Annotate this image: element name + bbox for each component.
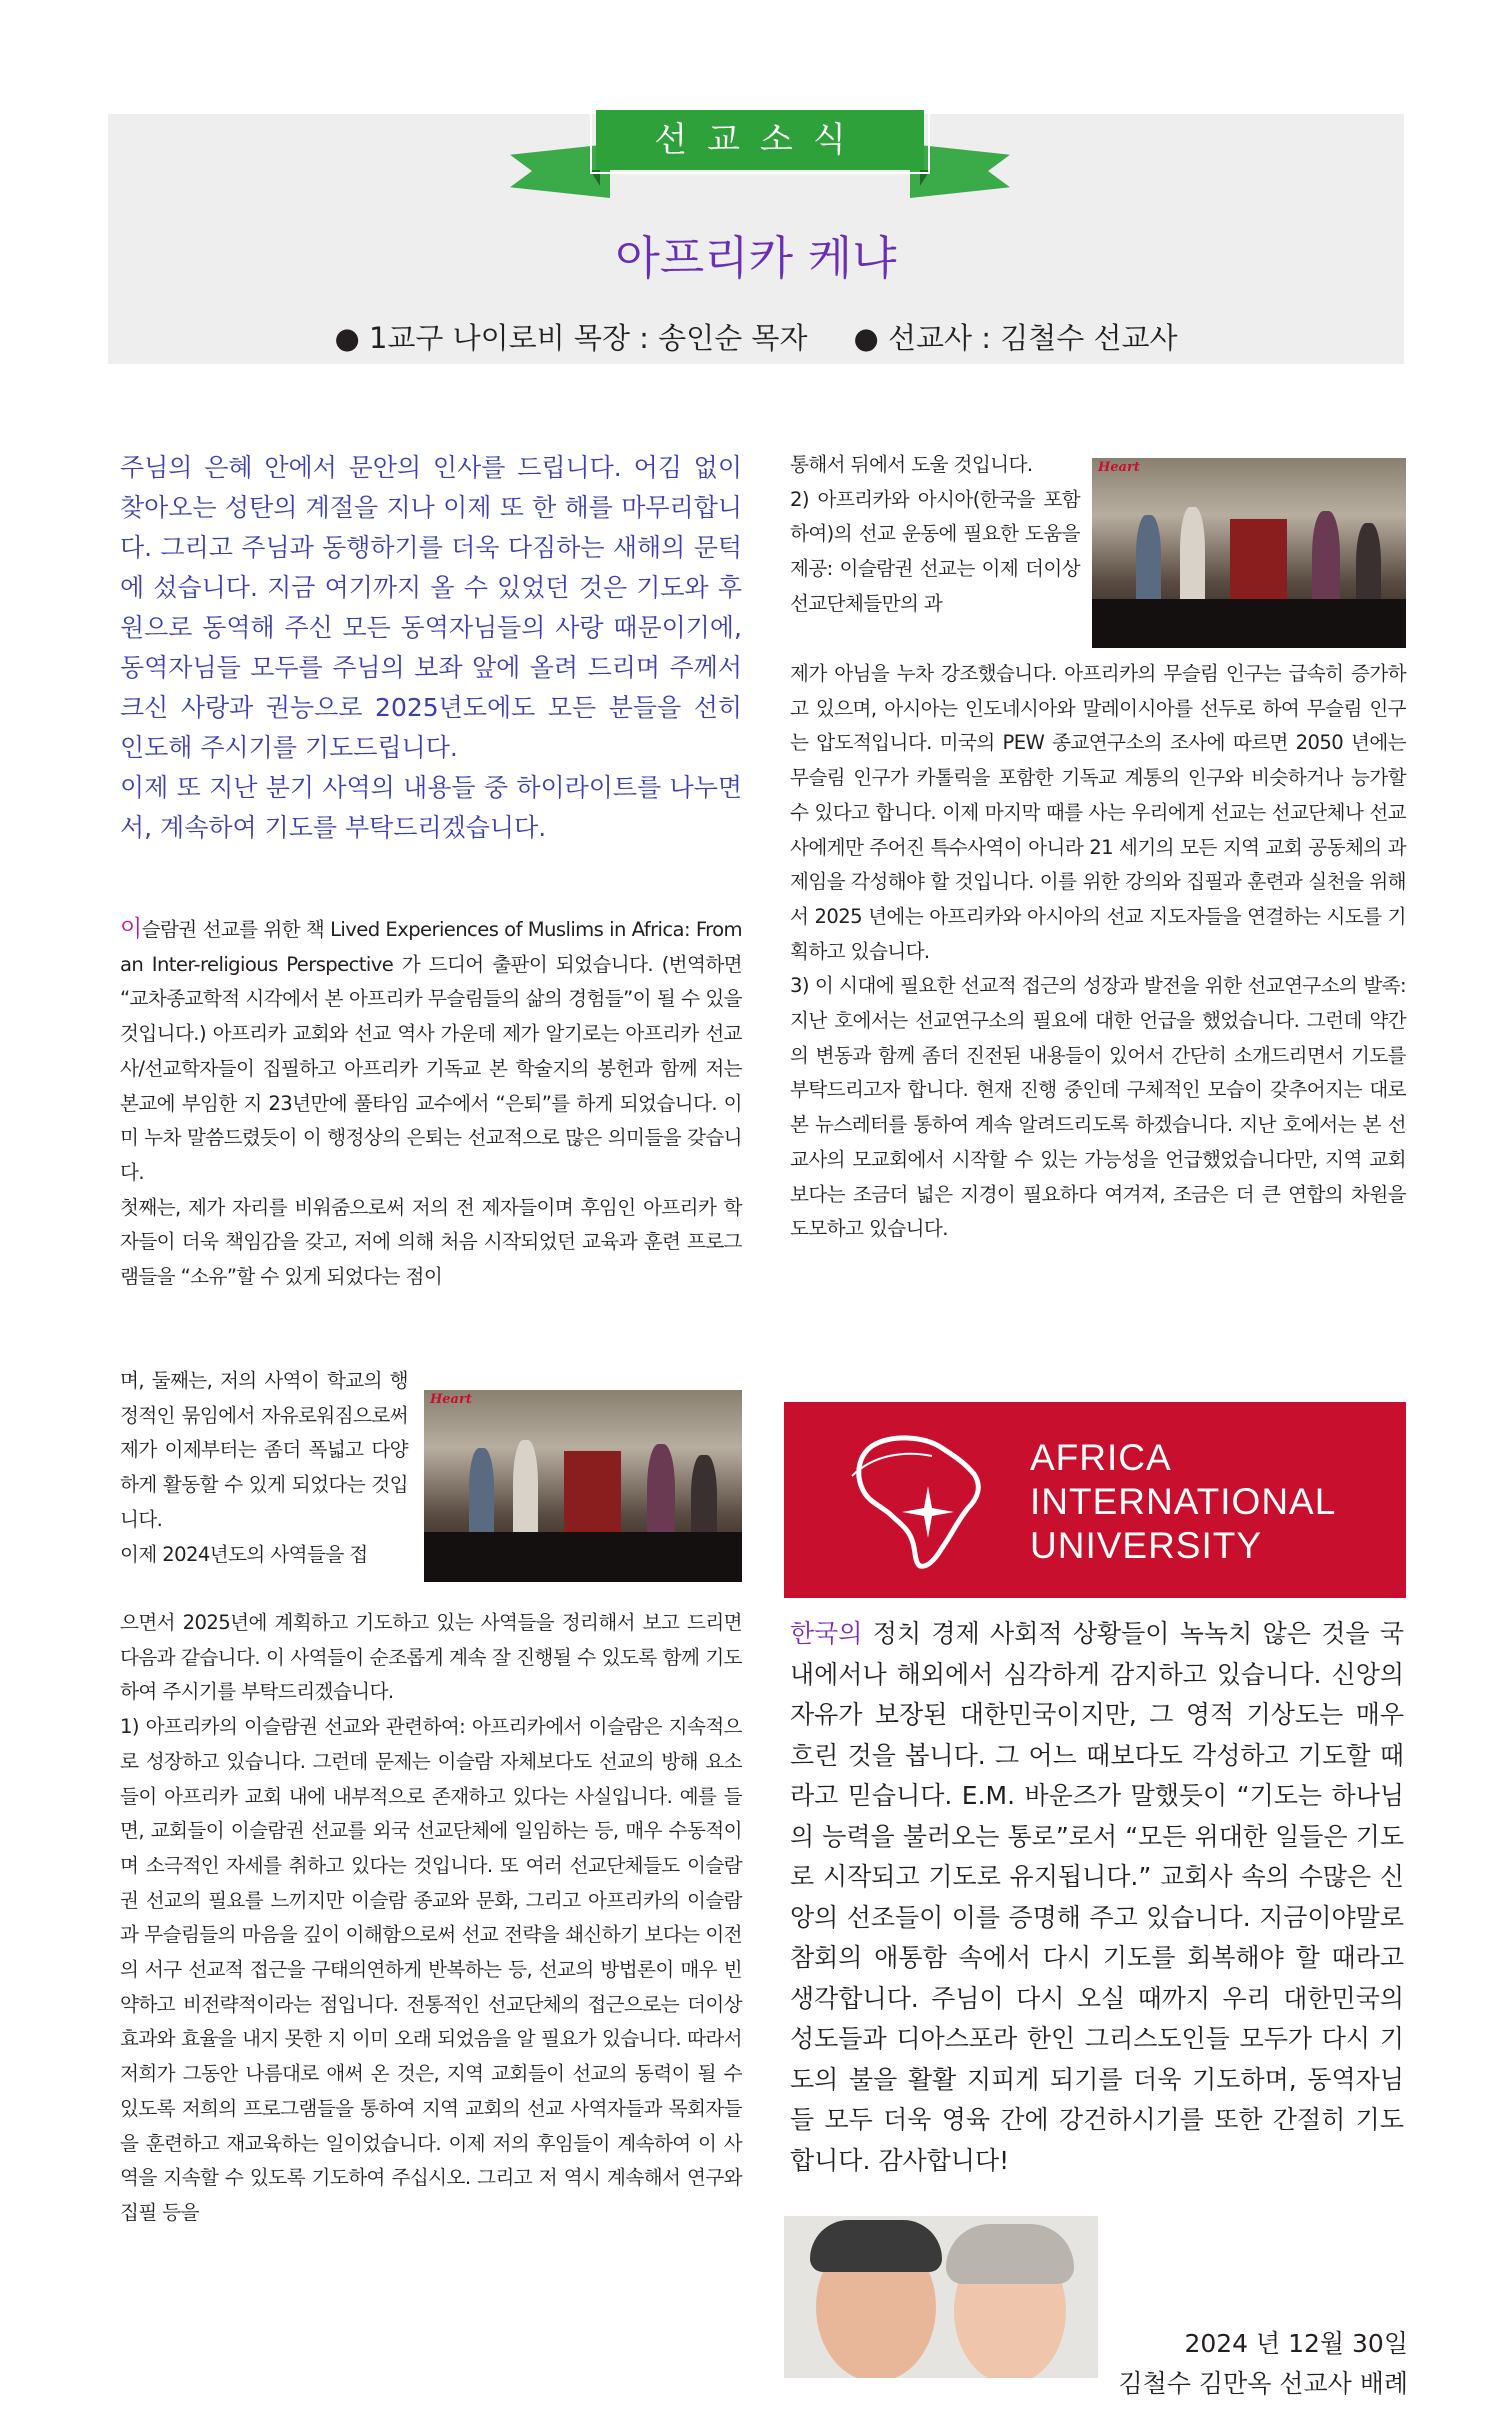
intro-paragraph: 이제 또 지난 분기 사역의 내용들 중 하이라이트를 나누면서, 계속하여 기도를 부탁드리겠습니다. (120, 773, 742, 842)
photo-banner-text: Heart (430, 1392, 472, 1407)
letter-signature: 김철수 김만옥 선교사 배례 (1118, 2369, 1408, 2398)
drop-cap: 이 (120, 916, 142, 942)
closing-lead: 한국의 (790, 1619, 863, 1648)
body-paragraph: 으면서 2025년에 계획하고 기도하고 있는 사역들을 정리해서 보고 드리면 다음과 같습니다. 이 사역들이 순조롭게 계속 잘 진행될 수 있도록 함께 기도하여 주시기를 부탁드리겠습니다. (120, 1611, 742, 1704)
page-title: 아프리카 케냐 (615, 231, 897, 285)
body-paragraph: 제가 아님을 누차 강조했습니다. 아프리카의 무슬림 인구는 급속히 증가하고 있으며, 아시아는 인도네시아와 말레이시아를 선두로 하여 무슬림 인구는 압도적입니다. 미국의 PEW 종교연구소의 조사에 따르면 2050 년에는 무슬림 인구가 카톨릭을 포함한 기독교 계통의 인구와 비슷하거나 능가할 수 있다고 합니다. 이제 마지막 때를 사는 우리에게 선교는 선교단체나 선교사에게만 주어진 특수사역이 아니라 21 세기의 모든 지역 교회 공동체의 과제임을 각성해야 할 것입니다. 이를 위한 강의와 집필과 훈련과 실천을 위해서 2025 년에는 아프리카와 아시아의 선교 지도자들을 연결하는 시도를 기획하고 있습니다. (790, 662, 1406, 963)
signature (1119, 2324, 1409, 2404)
letter-date: 2024 년 12월 30일 (1184, 2329, 1408, 2358)
author-missionary: ● 선교사 : 김철수 선교사 (853, 321, 1178, 355)
closing-text (790, 1614, 1404, 2181)
body-paragraph: 첫째는, 제가 자리를 비워줌으로써 저의 전 제자들이며 후임인 아프리카 학자들이 더욱 책임감을 갖고, 저에 의해 처음 시작되었던 교육과 훈련 프로그램들을 “소유”할 수 있게 되었다는 점이 (120, 1195, 742, 1289)
body-paragraph: 3) 이 시대에 필요한 선교적 접근의 성장과 발전을 위한 선교연구소의 발족: 지난 호에서는 선교연구소의 필요에 대한 언급을 했었습니다. 그런데 약간의 변동과 함께 좀더 진전된 내용들이 있어서 간단히 소개드리면서 기도를 부탁드리고자 합니다. 현재 진행 중인데 구체적인 모습이 갖추어지는 대로 본 뉴스레터를 통하여 계속 알려드리도록 하겠습니다. 지난 호에서는 본 선교사의 모교회에서 시작할 수 있는 가능성을 언급했었습니다만, 지역 교회보다는 조금더 넓은 지경이 필요하다 여겨져, 조금은 더 큰 연합의 차원을 도모하고 있습니다. (790, 974, 1406, 1241)
intro-paragraph: 주님의 은혜 안에서 문안의 인사를 드립니다. 어김 없이 찾아오는 성탄의 계절을 지나 이제 또 한 해를 마무리합니다. 그리고 주님과 동행하기를 더욱 다짐하는 새해의 문턱에 섰습니다. 지금 여기까지 올 수 있었던 것은 기도와 후원으로 동역해 주신 모든 동역자님들의 사랑 때문이기에, 동역자님들 모두를 주님의 보좌 앞에 올려 드리며 주께서 크신 사랑과 권능으로 2025년도에도 모든 분들을 선히 인도해 주시기를 기도드립니다. (120, 453, 742, 762)
right-column-main (790, 657, 1406, 1247)
ceremony-photo-right (1092, 458, 1406, 648)
body-paragraph: 이슬람권 선교를 위한 책 Lived Experiences of Muslims in Africa: From an Inter-religious Perspective 가 드디어 출판이 되었습니다. (번역하면 “교차종교학적 시각에서 본 아프리카 무슬림들의 삶의 경험들”이 될 수 있을 것입니다.) 아프리카 교회와 선교 역사 가운데 제가 알기로는 아프리카 선교사/선교학자들이 집필하고 아프리카 기독교 본 학술지의 봉헌과 함께 저는 본교에 부임한 지 23년만에 풀타임 교수에서 “은퇴”를 하게 되었습니다. 이미 누차 말씀드렸듯이 이 행정상의 은퇴는 선교적으로 많은 의미들을 갖습니다. (120, 916, 742, 1184)
section-ribbon (510, 106, 1010, 198)
africa-map-icon (832, 1416, 1002, 1586)
body-paragraph: 통해서 뒤에서 도울 것입니다. (790, 453, 1033, 476)
right-column-wrap (790, 448, 1080, 622)
body-paragraph: 2) 아프리카와 아시아(한국을 포함하여)의 선교 운동에 필요한 도움을 제공: 이슬람권 선교는 이제 더이상 선교단체들만의 과 (790, 487, 1080, 615)
missionary-couple-photo (784, 2216, 1098, 2378)
aiu-logo-text: AFRICA INTERNATIONAL UNIVERSITY (1030, 1437, 1337, 1566)
aiu-logo-banner (784, 1402, 1406, 1598)
author-line (108, 316, 1404, 357)
photo-banner-text: Heart (1098, 460, 1140, 475)
body-paragraph: 며, 둘째는, 저의 사역이 학교의 행정적인 묶임에서 자유로워짐으로써 제가 이제부터는 좀더 폭넓고 다양하게 활동할 수 있게 되었다는 것입니다. (120, 1369, 408, 1531)
body-paragraph: 1) 아프리카의 이슬람권 선교와 관련하여: 아프리카에서 이슬람은 지속적으로 성장하고 있습니다. 그런데 문제는 이슬람 자체보다도 선교의 방해 요소들이 아프리카 교회 내에 내부적으로 존재하고 있다는 사실입니다. 예를 들면, 교회들이 이슬람권 선교를 외국 선교단체에 일임하는 등, 매우 수동적이며 소극적인 자세를 취하고 있다는 것입니다. 또 여러 선교단체들도 이슬람권 선교의 필요를 느끼지만 이슬람 종교와 문화, 그리고 아프리카의 이슬람과 무슬림들의 마음을 깊이 이해함으로써 선교 전략을 쇄신하기 보다는 이전의 서구 선교적 접근을 구태의연하게 반복하는 등, 선교의 방법론이 매우 빈약하고 비전략적이라는 점입니다. 전통적인 선교단체의 접근으로는 더이상 효과와 효율을 내지 못한 지 이미 오래 되었음을 알 필요가 있습니다. 따라서 저희가 그동안 나름대로 애써 온 것은, 지역 교회들이 선교의 동력이 될 수 있도록 저희의 프로그램들을 통하여 지역 교회의 선교 사역자들과 목회자들을 훈련하고 재교육하는 일이었습니다. 이제 저의 후임들이 계속하여 이 사역을 지속할 수 있도록 기도하여 주십시오. 그리고 저 역시 계속해서 연구와 집필 등을 (120, 1715, 742, 2224)
author-shepherd: ● 1교구 나이로비 목장 : 송인순 목자 (334, 321, 808, 355)
left-column-bottom (120, 1606, 742, 2231)
left-column-wrap (120, 1364, 408, 1572)
body-paragraph: 이제 2024년도의 사역들을 접 (120, 1542, 368, 1566)
section-label: 선교소식 (596, 110, 924, 170)
closing-body: 정치 경제 사회적 상황들이 녹녹치 않은 것을 국내에서나 해외에서 심각하게 감지하고 있습니다. 신앙의 자유가 보장된 대한민국이지만, 그 영적 기상도는 매우 흐린 것을 봅니다. 그 어느 때보다도 각성하고 기도할 때라고 믿습니다. E.M. 바운즈가 말했듯이 “기도는 하나님의 능력을 불러오는 통로”로서 “모든 위대한 일들은 기도로 시작되고 기도로 유지됩니다.” 교회사 속의 수많은 신앙의 선조들이 이를 증명해 주고 있습니다. 지금이야말로 참회의 애통함 속에서 다시 기도를 회복해야 할 때라고 생각합니다. 주님이 다시 오실 때까지 우리 대한민국의 성도들과 디아스포라 한인 그리스도인들 모두가 다시 기도의 불을 활활 지피게 되기를 더욱 기도하며, 동역자님들 모두 더욱 영육 간에 강건하시기를 또한 간절히 기도합니다. 감사합니다! (790, 1619, 1404, 2175)
ceremony-photo-left (424, 1390, 742, 1582)
left-column-top (120, 912, 742, 1295)
intro-text (120, 448, 742, 848)
